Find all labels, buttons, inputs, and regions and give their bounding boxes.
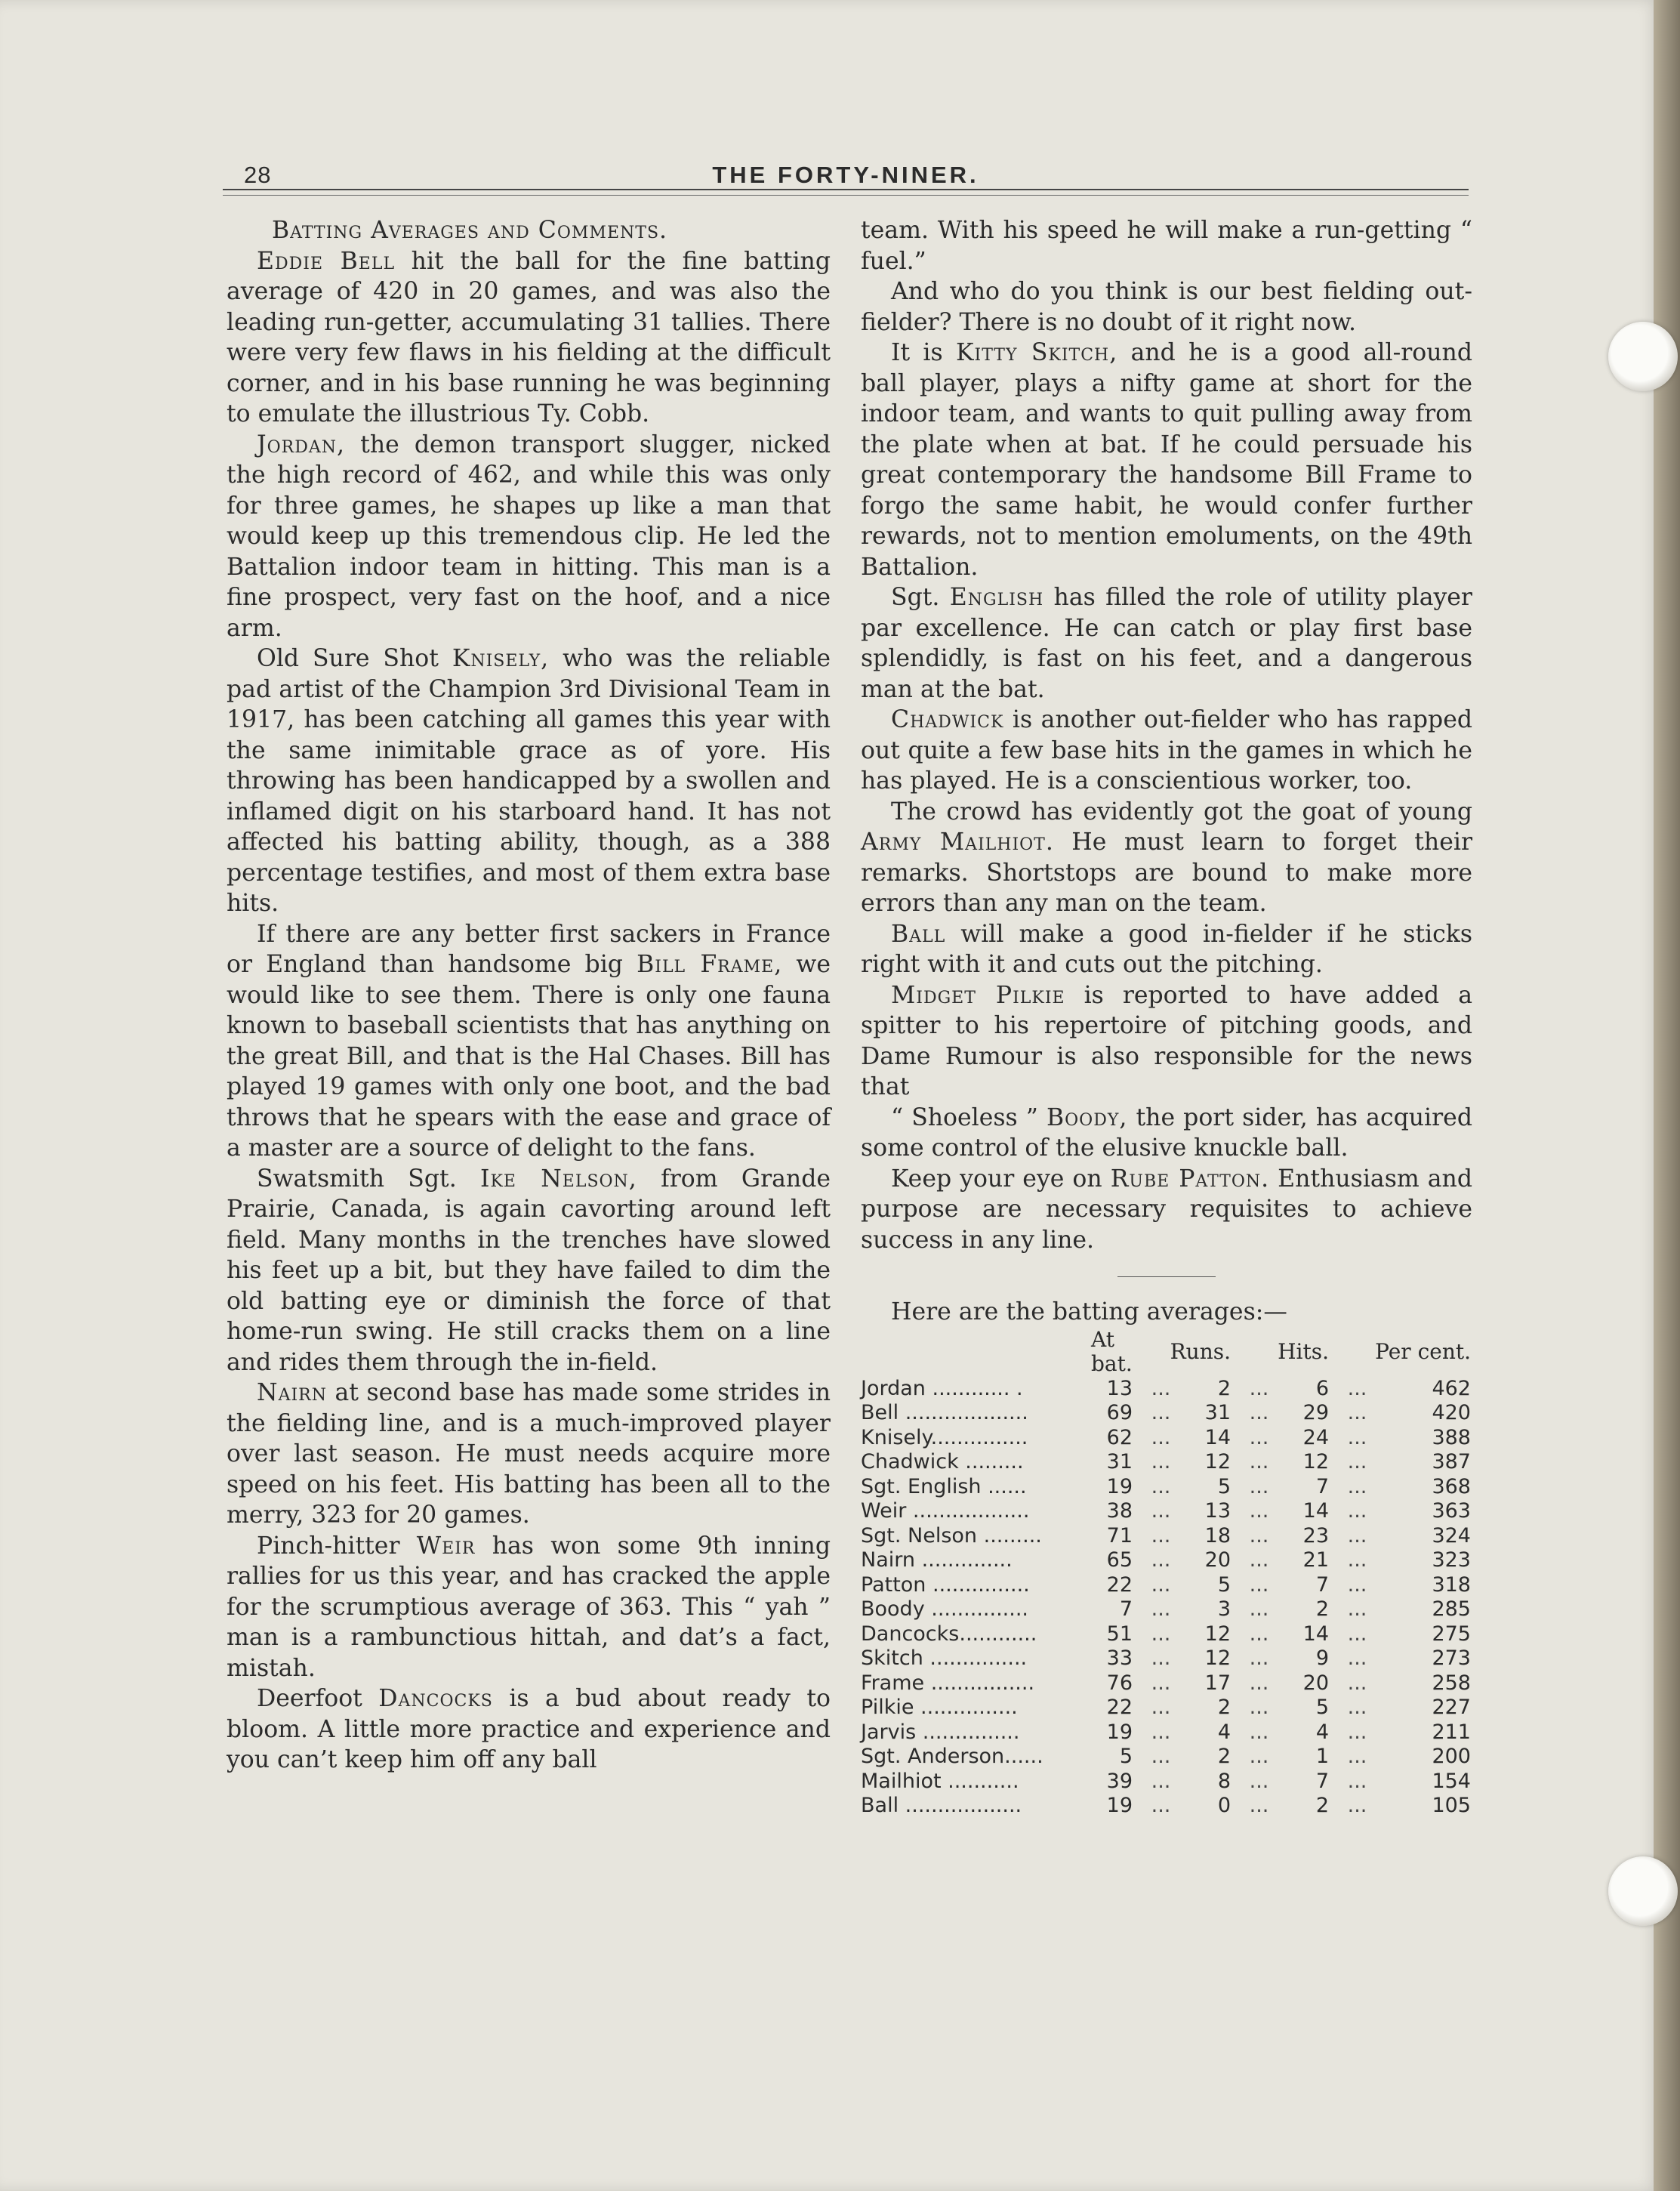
table-header-row bbox=[861, 1328, 1471, 1377]
dots-separator: ... bbox=[1347, 1450, 1367, 1474]
per-cent-cell: 363 bbox=[1432, 1499, 1471, 1523]
runs-cell: 5 bbox=[1217, 1474, 1231, 1498]
player-name: Knisely, bbox=[452, 645, 550, 672]
dots-separator: ... bbox=[1249, 1622, 1269, 1646]
table-row bbox=[861, 1475, 1471, 1500]
dots-separator: ... bbox=[1249, 1523, 1269, 1548]
at-bat-cell: 7 bbox=[1119, 1597, 1133, 1621]
runs-cell: 2 bbox=[1217, 1696, 1231, 1719]
batting-averages-table bbox=[861, 1328, 1471, 1819]
at-bat-cell: 38 bbox=[1106, 1499, 1133, 1523]
per-cent-cell: 105 bbox=[1432, 1794, 1471, 1817]
dots-separator: ... bbox=[1249, 1769, 1269, 1793]
player-name: Jordan, bbox=[257, 430, 346, 458]
dots-separator: ... bbox=[1249, 1794, 1269, 1817]
dots-separator: ... bbox=[1347, 1548, 1367, 1572]
per-cent-cell: 462 bbox=[1432, 1376, 1471, 1400]
paragraph-text: and he is a good all-round ball player, plays a nifty game at short for the indoor team, and wants to quit pulling away from the plate when at bat. If he could persuade his great contemporary the handsome Bill Frame to forgo the same habit, he would confer further rewards, not to mention emoluments, on the 49th Battalion. bbox=[861, 339, 1472, 581]
per-cent-cell: 420 bbox=[1432, 1401, 1471, 1424]
dots-separator: ... bbox=[1151, 1671, 1171, 1695]
dots-separator: ... bbox=[1151, 1401, 1171, 1424]
hits-cell: 7 bbox=[1315, 1572, 1329, 1597]
player-name: Nairn bbox=[257, 1379, 327, 1406]
dots-separator: ... bbox=[1347, 1794, 1367, 1817]
paragraph-text: has won some 9th inning rallies for us this year, and has cracked the apple for the scrumptious average of 363. This “ yah ” man is a rambunctious hittah, and dat’s a fact, mistah. bbox=[227, 1532, 831, 1682]
paragraph bbox=[861, 582, 1472, 705]
column-header-at-bat: At bat. bbox=[1091, 1326, 1133, 1376]
table-body bbox=[861, 1377, 1471, 1819]
per-cent-cell: 273 bbox=[1432, 1646, 1471, 1670]
player-name: Bill Frame, bbox=[637, 951, 783, 978]
section-divider bbox=[1117, 1276, 1216, 1277]
runs-cell: 0 bbox=[1217, 1794, 1231, 1817]
paragraph bbox=[861, 797, 1472, 919]
player-name: Ball bbox=[891, 920, 946, 948]
paragraph-text: is reported to have added a spitter to his repertoire of pitching goods, and Dame Rumour is also responsible for the news that bbox=[861, 981, 1472, 1100]
hits-cell: 5 bbox=[1315, 1696, 1329, 1719]
table-row bbox=[861, 1720, 1471, 1745]
player-name: Weir bbox=[416, 1532, 476, 1560]
paragraph-pre-text: Sgt. bbox=[891, 584, 950, 611]
at-bat-cell: 22 bbox=[1106, 1572, 1133, 1597]
hits-cell: 2 bbox=[1315, 1794, 1329, 1817]
paragraph-text: from Grande Prairie, Canada, is again cavorting around left field. Many months in the trenches have slowed his feet up a bit, but they have failed to dim the old batting eye or diminish the force of that home-run swing. He still cracks them on a line and rides them through the in-field. bbox=[227, 1165, 831, 1376]
table-row bbox=[861, 1696, 1471, 1720]
runs-cell: 12 bbox=[1204, 1646, 1231, 1670]
paragraph bbox=[227, 919, 831, 1164]
dots-separator: ... bbox=[1249, 1671, 1269, 1695]
dots-separator: ... bbox=[1151, 1696, 1171, 1719]
dots-separator: ... bbox=[1249, 1450, 1269, 1474]
dots-separator: ... bbox=[1151, 1425, 1171, 1449]
table-row bbox=[861, 1671, 1471, 1696]
dots-separator: ... bbox=[1151, 1769, 1171, 1793]
paragraph bbox=[861, 980, 1472, 1103]
dots-separator: ... bbox=[1347, 1622, 1367, 1646]
per-cent-cell: 388 bbox=[1432, 1425, 1471, 1449]
hits-cell: 20 bbox=[1302, 1671, 1329, 1695]
table-row bbox=[861, 1401, 1471, 1426]
player-cell: Knisely............... bbox=[861, 1425, 1028, 1449]
table-row bbox=[861, 1770, 1471, 1794]
right-paragraphs bbox=[861, 215, 1472, 1255]
runs-cell: 31 bbox=[1204, 1401, 1231, 1424]
column-header-per-cent: Per cent. bbox=[1375, 1338, 1471, 1364]
hits-cell: 7 bbox=[1315, 1769, 1329, 1793]
paragraph bbox=[861, 919, 1472, 980]
dots-separator: ... bbox=[1151, 1622, 1171, 1646]
hits-cell: 6 bbox=[1315, 1376, 1329, 1400]
paragraph bbox=[861, 276, 1472, 338]
article-title: Batting Averages and Comments. bbox=[272, 217, 668, 244]
table-row bbox=[861, 1548, 1471, 1573]
hits-cell: 14 bbox=[1302, 1622, 1329, 1646]
dots-separator: ... bbox=[1347, 1646, 1367, 1670]
dots-separator: ... bbox=[1347, 1696, 1367, 1719]
player-name: Boody, bbox=[1047, 1103, 1128, 1131]
paragraph-text: we would like to see them. There is only one fauna known to baseball scientists that has anything on the great Bill, and that is the Hal Chases. Bill has played 19 games with only one boot, and the bad throws that he spears with the ease and grace of a master are a source of delight to the fans. bbox=[227, 951, 831, 1162]
dots-separator: ... bbox=[1249, 1646, 1269, 1670]
player-cell: Chadwick ......... bbox=[861, 1450, 1024, 1474]
hits-cell: 23 bbox=[1302, 1523, 1329, 1548]
dots-separator: ... bbox=[1249, 1474, 1269, 1498]
paragraph bbox=[227, 1164, 831, 1378]
right-column bbox=[861, 215, 1472, 1819]
at-bat-cell: 22 bbox=[1106, 1696, 1133, 1719]
dots-separator: ... bbox=[1151, 1646, 1171, 1670]
paragraph-text: hit the ball for the fine batting average of 420 in 20 games, and was also the leading run-getter, accumulating 31 tallies. There were very few flaws in his fielding at the difficult corner, and in his base running he was beginning to emulate the illustrious Ty. Cobb. bbox=[227, 247, 831, 427]
header-rule-thin bbox=[223, 195, 1469, 196]
paragraph bbox=[227, 643, 831, 919]
dots-separator: ... bbox=[1347, 1597, 1367, 1621]
player-cell: Sgt. Nelson ......... bbox=[861, 1523, 1042, 1548]
at-bat-cell: 19 bbox=[1106, 1474, 1133, 1498]
runs-cell: 17 bbox=[1204, 1671, 1231, 1695]
player-name: Rube Patton. bbox=[1110, 1165, 1270, 1193]
dots-separator: ... bbox=[1151, 1720, 1171, 1744]
hits-cell: 7 bbox=[1315, 1474, 1329, 1498]
hits-cell: 9 bbox=[1315, 1646, 1329, 1670]
paragraph-text: is another out-fielder who has rapped out quite a few base hits in the games in which he has played. He is a conscientious worker, too. bbox=[861, 706, 1472, 795]
dots-separator: ... bbox=[1249, 1376, 1269, 1400]
at-bat-cell: 76 bbox=[1106, 1671, 1133, 1695]
per-cent-cell: 387 bbox=[1432, 1450, 1471, 1474]
at-bat-cell: 33 bbox=[1106, 1646, 1133, 1670]
paragraph-text: And who do you think is our best fielding out-fielder? There is no doubt of it right now. bbox=[861, 278, 1472, 336]
player-name: Ike Nelson, bbox=[480, 1165, 637, 1193]
player-cell: Boody ............... bbox=[861, 1597, 1028, 1621]
at-bat-cell: 31 bbox=[1106, 1450, 1133, 1474]
dots-separator: ... bbox=[1249, 1499, 1269, 1523]
dots-separator: ... bbox=[1151, 1523, 1171, 1548]
paragraph-pre-text: If there are any better first sackers in France or England than handsome big bbox=[227, 920, 831, 978]
player-cell: Patton ............... bbox=[861, 1572, 1030, 1597]
at-bat-cell: 71 bbox=[1106, 1523, 1133, 1548]
dots-separator: ... bbox=[1151, 1499, 1171, 1523]
running-head: THE FORTY-NINER. bbox=[712, 162, 979, 188]
player-name: Dancocks bbox=[378, 1685, 493, 1712]
dots-separator: ... bbox=[1249, 1597, 1269, 1621]
dots-separator: ... bbox=[1249, 1572, 1269, 1597]
dots-separator: ... bbox=[1151, 1474, 1171, 1498]
paragraph-pre-text: The crowd has evidently got the goat of young bbox=[891, 798, 1472, 825]
paragraph-text: the port sider, has acquired some control of the elusive knuckle ball. bbox=[861, 1103, 1472, 1162]
paragraph bbox=[227, 1531, 831, 1684]
dots-separator: ... bbox=[1151, 1376, 1171, 1400]
per-cent-cell: 275 bbox=[1432, 1622, 1471, 1646]
hits-cell: 24 bbox=[1302, 1425, 1329, 1449]
paragraph bbox=[227, 1683, 831, 1776]
player-name: English bbox=[949, 584, 1044, 611]
paragraph-pre-text: Swatsmith Sgt. bbox=[257, 1165, 480, 1193]
dots-separator: ... bbox=[1151, 1572, 1171, 1597]
table-row bbox=[861, 1524, 1471, 1549]
player-name: Army Mailhiot. bbox=[861, 829, 1054, 856]
paragraph-pre-text: It is bbox=[891, 339, 956, 366]
per-cent-cell: 211 bbox=[1432, 1720, 1471, 1744]
player-name: Midget Pilkie bbox=[891, 981, 1065, 1009]
per-cent-cell: 324 bbox=[1432, 1523, 1471, 1548]
player-cell: Nairn .............. bbox=[861, 1548, 1013, 1572]
dots-separator: ... bbox=[1347, 1425, 1367, 1449]
runs-cell: 2 bbox=[1217, 1376, 1231, 1400]
runs-cell: 5 bbox=[1217, 1572, 1231, 1597]
paragraph bbox=[861, 1103, 1472, 1164]
per-cent-cell: 318 bbox=[1432, 1572, 1471, 1597]
dots-separator: ... bbox=[1347, 1376, 1367, 1400]
table-row bbox=[861, 1426, 1471, 1451]
player-cell: Sgt. English ...... bbox=[861, 1474, 1027, 1498]
paragraph-pre-text: Pinch-hitter bbox=[257, 1532, 417, 1560]
hits-cell: 12 bbox=[1302, 1450, 1329, 1474]
table-row bbox=[861, 1622, 1471, 1647]
table-row bbox=[861, 1450, 1471, 1475]
hits-cell: 21 bbox=[1302, 1548, 1329, 1572]
runs-cell: 2 bbox=[1217, 1745, 1231, 1768]
dots-separator: ... bbox=[1249, 1720, 1269, 1744]
at-bat-cell: 5 bbox=[1119, 1745, 1133, 1768]
dots-separator: ... bbox=[1249, 1548, 1269, 1572]
paragraph-text: Enthusiasm and purpose are necessary requisites to achieve success in any line. bbox=[861, 1165, 1472, 1254]
per-cent-cell: 285 bbox=[1432, 1597, 1471, 1621]
paragraph-text: He must learn to forget their remarks. Shortstops are bound to make more errors than any man on the team. bbox=[861, 829, 1472, 917]
paragraph-text: who was the reliable pad artist of the Champion 3rd Divisional Team in 1917, has been catching all games this year with the same inimitable grace as of yore. His throwing has been handicapped by a swollen and inflamed digit on his starboard hand. It has not affected his batting ability, though, as a 388 percentage testifies, and most of them extra base hits. bbox=[227, 645, 831, 917]
at-bat-cell: 69 bbox=[1106, 1401, 1133, 1424]
paragraph-text: the demon transport slugger, nicked the high record of 462, and while this was only for three games, he shapes up like a man that would keep up this tremendous clip. He led the Battalion indoor team in hitting. This man is a fine prospect, very fast on the hoof, and a nice arm. bbox=[227, 430, 831, 642]
table-row bbox=[861, 1646, 1471, 1671]
dots-separator: ... bbox=[1347, 1474, 1367, 1498]
table-row bbox=[861, 1745, 1471, 1770]
column-header-hits: Hits. bbox=[1278, 1338, 1329, 1364]
paragraph-text: has filled the role of utility player par excellence. He can catch or play first base splendidly, is fast on his feet, and a dangerous man at the bat. bbox=[861, 584, 1472, 703]
dots-separator: ... bbox=[1249, 1745, 1269, 1768]
table-row bbox=[861, 1499, 1471, 1524]
column-header-name bbox=[861, 1328, 1091, 1377]
dots-separator: ... bbox=[1347, 1572, 1367, 1597]
player-cell: Jarvis ............... bbox=[861, 1720, 1020, 1744]
at-bat-cell: 19 bbox=[1106, 1720, 1133, 1744]
player-name: Chadwick bbox=[891, 706, 1004, 733]
dots-separator: ... bbox=[1249, 1696, 1269, 1719]
paragraph-text: at second base has made some strides in the fielding line, and is a much-improved player over last season. He must needs acquire more speed on his feet. His batting has been all to the merry, 323 for 20 games. bbox=[227, 1379, 831, 1529]
per-cent-cell: 368 bbox=[1432, 1474, 1471, 1498]
hits-cell: 29 bbox=[1302, 1401, 1329, 1424]
player-name: Kitty Skitch, bbox=[956, 339, 1118, 366]
paragraph bbox=[861, 338, 1472, 582]
table-row bbox=[861, 1794, 1471, 1819]
player-cell: Skitch ............... bbox=[861, 1646, 1028, 1670]
dots-separator: ... bbox=[1151, 1450, 1171, 1474]
player-cell: Jordan ............ . bbox=[861, 1376, 1023, 1400]
per-cent-cell: 323 bbox=[1432, 1548, 1471, 1572]
table-intro: Here are the batting averages:— bbox=[891, 1298, 1287, 1325]
table-row bbox=[861, 1597, 1471, 1622]
paragraph-text: is a bud about ready to bloom. A little more practice and experience and you can’t keep him off any ball bbox=[227, 1685, 831, 1773]
paragraph bbox=[861, 1164, 1472, 1256]
dots-separator: ... bbox=[1347, 1720, 1367, 1744]
player-cell: Ball .................. bbox=[861, 1794, 1022, 1817]
paragraph-pre-text: Keep your eye on bbox=[891, 1165, 1111, 1193]
table-row bbox=[861, 1573, 1471, 1598]
page-header bbox=[223, 159, 1469, 192]
runs-cell: 12 bbox=[1204, 1622, 1231, 1646]
per-cent-cell: 258 bbox=[1432, 1671, 1471, 1695]
paragraph bbox=[227, 1378, 831, 1531]
paragraph-pre-text: “ Shoeless ” bbox=[891, 1103, 1047, 1131]
paragraph-text: will make a good in-fielder if he sticks right with it and cuts out the pitching. bbox=[861, 920, 1472, 978]
player-cell: Dancocks............ bbox=[861, 1622, 1037, 1646]
runs-cell: 20 bbox=[1204, 1548, 1231, 1572]
dots-separator: ... bbox=[1347, 1769, 1367, 1793]
per-cent-cell: 200 bbox=[1432, 1745, 1471, 1768]
column-header-runs: Runs. bbox=[1170, 1338, 1231, 1364]
header-rule-thick bbox=[223, 189, 1469, 190]
at-bat-cell: 51 bbox=[1106, 1622, 1133, 1646]
player-name: Eddie Bell bbox=[257, 247, 396, 275]
dots-separator: ... bbox=[1347, 1401, 1367, 1424]
runs-cell: 3 bbox=[1217, 1597, 1231, 1621]
dots-separator: ... bbox=[1151, 1548, 1171, 1572]
dots-separator: ... bbox=[1249, 1401, 1269, 1424]
dots-separator: ... bbox=[1151, 1794, 1171, 1817]
runs-cell: 12 bbox=[1204, 1450, 1231, 1474]
left-paragraphs bbox=[227, 246, 831, 1776]
paragraph bbox=[227, 246, 831, 430]
at-bat-cell: 65 bbox=[1106, 1548, 1133, 1572]
at-bat-cell: 39 bbox=[1106, 1769, 1133, 1793]
at-bat-cell: 62 bbox=[1106, 1425, 1133, 1449]
table-row bbox=[861, 1377, 1471, 1402]
per-cent-cell: 227 bbox=[1432, 1696, 1471, 1719]
punch-hole-top bbox=[1608, 322, 1678, 391]
dots-separator: ... bbox=[1151, 1745, 1171, 1768]
player-cell: Pilkie ............... bbox=[861, 1696, 1018, 1719]
paragraph bbox=[861, 215, 1472, 276]
runs-cell: 4 bbox=[1217, 1720, 1231, 1744]
paragraph-pre-text: Deerfoot bbox=[257, 1685, 379, 1712]
player-cell: Frame ................ bbox=[861, 1671, 1035, 1695]
at-bat-cell: 13 bbox=[1106, 1376, 1133, 1400]
paragraph bbox=[861, 705, 1472, 797]
dots-separator: ... bbox=[1151, 1597, 1171, 1621]
dots-separator: ... bbox=[1347, 1745, 1367, 1768]
paragraph bbox=[227, 430, 831, 644]
dots-separator: ... bbox=[1249, 1425, 1269, 1449]
hits-cell: 14 bbox=[1302, 1499, 1329, 1523]
player-cell: Bell ................... bbox=[861, 1401, 1028, 1424]
runs-cell: 13 bbox=[1204, 1499, 1231, 1523]
runs-cell: 18 bbox=[1204, 1523, 1231, 1548]
hits-cell: 1 bbox=[1315, 1745, 1329, 1768]
paragraph-pre-text: Old Sure Shot bbox=[257, 645, 452, 672]
dots-separator: ... bbox=[1347, 1523, 1367, 1548]
runs-cell: 8 bbox=[1217, 1769, 1231, 1793]
left-column bbox=[227, 215, 831, 1776]
page-number: 28 bbox=[244, 162, 272, 188]
hits-cell: 2 bbox=[1315, 1597, 1329, 1621]
dots-separator: ... bbox=[1347, 1499, 1367, 1523]
paragraph-text: team. With his speed he will make a run-getting “ fuel.” bbox=[861, 217, 1472, 275]
player-cell: Sgt. Anderson...... bbox=[861, 1745, 1043, 1768]
punch-hole-bottom bbox=[1608, 1856, 1678, 1926]
player-cell: Weir .................. bbox=[861, 1499, 1030, 1523]
at-bat-cell: 19 bbox=[1106, 1794, 1133, 1817]
runs-cell: 14 bbox=[1204, 1425, 1231, 1449]
hits-cell: 4 bbox=[1315, 1720, 1329, 1744]
player-cell: Mailhiot ........... bbox=[861, 1769, 1019, 1793]
dots-separator: ... bbox=[1347, 1671, 1367, 1695]
per-cent-cell: 154 bbox=[1432, 1769, 1471, 1793]
